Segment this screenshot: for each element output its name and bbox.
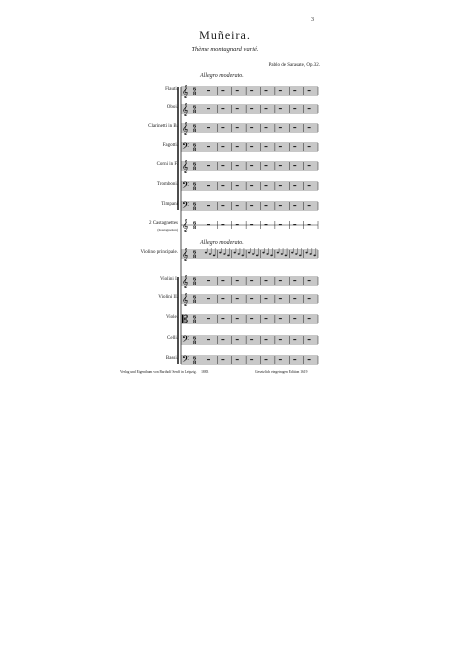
whole-rest [265, 298, 268, 299]
instrument-name: 2 Castagnettes [148, 221, 178, 226]
whole-rest [293, 280, 296, 281]
whole-rest [221, 298, 224, 299]
note-head [252, 253, 254, 255]
clef-icon: 𝄢 [182, 180, 190, 193]
whole-rest [308, 280, 311, 281]
whole-rest [293, 90, 296, 91]
whole-rest [265, 127, 268, 128]
whole-rest [236, 108, 239, 109]
note-head [238, 253, 240, 255]
note-head [234, 252, 236, 254]
publisher-text: Verlag und Eigenthum von Bartholf Senff in Leipzig. [120, 370, 197, 374]
time-signature-top: 6 [193, 315, 197, 321]
whole-rest [207, 90, 210, 91]
whole-rest [279, 318, 282, 319]
note-head [266, 253, 268, 255]
tempo-marking-top: Allegro moderato. [200, 73, 244, 79]
whole-rest [250, 359, 253, 360]
instrument-name: Fagotti. [162, 143, 178, 148]
time-signature-top: 6 [193, 124, 197, 130]
instrument-name: Oboi. [166, 105, 178, 110]
whole-rest [308, 127, 311, 128]
whole-rest [293, 224, 296, 225]
whole-rest [250, 165, 253, 166]
time-signature-bottom: 8 [193, 226, 197, 231]
whole-rest [265, 165, 268, 166]
piece-title: Muñeira. [199, 28, 251, 42]
whole-rest [293, 298, 296, 299]
time-signature-bottom: 8 [193, 110, 197, 115]
time-signature-top: 6 [193, 356, 197, 362]
whole-rest [293, 339, 296, 340]
instrument-name: Viole. [165, 315, 178, 320]
whole-rest [293, 165, 296, 166]
whole-rest [308, 224, 311, 225]
whole-rest [221, 146, 224, 147]
clef-icon: 𝄞 [182, 275, 189, 288]
whole-rest [265, 90, 268, 91]
time-signature-top: 6 [193, 143, 197, 149]
whole-rest [279, 127, 282, 128]
whole-rest [265, 224, 268, 225]
whole-rest [265, 318, 268, 319]
whole-rest [236, 318, 239, 319]
whole-rest [265, 339, 268, 340]
instrument-name: Corni in F. [156, 162, 178, 167]
clef-icon: 𝄞 [182, 122, 189, 135]
whole-rest [265, 280, 268, 281]
clef-icon: 𝄢 [182, 334, 190, 347]
tempo-marking-solo: Allegro moderato. [200, 240, 244, 246]
whole-rest [279, 339, 282, 340]
time-signature-top: 6 [193, 105, 197, 111]
whole-rest [221, 339, 224, 340]
instrument-name: Tromboni. [156, 182, 178, 187]
whole-rest [236, 205, 239, 206]
clef-icon: 𝄞 [182, 293, 189, 306]
time-signature-top: 6 [193, 221, 197, 227]
clef-icon: 𝄞 [182, 219, 189, 232]
note-head [309, 253, 311, 255]
whole-rest [250, 224, 253, 225]
time-signature-top: 6 [193, 295, 197, 301]
whole-rest [221, 90, 224, 91]
time-signature-bottom: 8 [193, 92, 197, 97]
instrument-name: Flauti. [165, 87, 178, 92]
whole-rest [221, 224, 224, 225]
time-signature-bottom: 8 [193, 255, 197, 260]
whole-rest [308, 339, 311, 340]
whole-rest [236, 185, 239, 186]
whole-rest [207, 318, 210, 319]
whole-rest [207, 298, 210, 299]
note-head [262, 252, 264, 254]
whole-rest [293, 108, 296, 109]
page-number: 3 [311, 17, 314, 23]
whole-rest [293, 318, 296, 319]
whole-rest [293, 146, 296, 147]
whole-rest [279, 90, 282, 91]
whole-rest [207, 339, 210, 340]
whole-rest [207, 205, 210, 206]
whole-rest [308, 185, 311, 186]
note-head [248, 252, 250, 254]
whole-rest [250, 108, 253, 109]
whole-rest [308, 165, 311, 166]
time-signature-top: 6 [193, 202, 197, 208]
whole-rest [279, 359, 282, 360]
whole-rest [293, 127, 296, 128]
publication-year: 1883 [201, 370, 209, 374]
whole-rest [221, 108, 224, 109]
clef-icon: 𝄞 [182, 160, 189, 173]
clef-icon: 𝄢 [182, 200, 190, 213]
whole-rest [250, 318, 253, 319]
whole-rest [236, 298, 239, 299]
whole-rest [250, 127, 253, 128]
time-signature-bottom: 8 [193, 148, 197, 153]
whole-rest [207, 224, 210, 225]
whole-rest [221, 280, 224, 281]
clef-icon: 𝄢 [182, 354, 190, 367]
whole-rest [265, 146, 268, 147]
whole-rest [207, 146, 210, 147]
clef-icon: 𝄡 [182, 313, 189, 326]
time-signature-top: 6 [193, 162, 197, 168]
time-signature-bottom: 8 [193, 167, 197, 172]
clef-icon: 𝄞 [182, 103, 189, 116]
whole-rest [221, 127, 224, 128]
whole-rest [250, 280, 253, 281]
whole-rest [236, 127, 239, 128]
whole-rest [308, 90, 311, 91]
whole-rest [250, 146, 253, 147]
note-head [223, 253, 225, 255]
whole-rest [207, 359, 210, 360]
whole-rest [236, 339, 239, 340]
whole-rest [207, 127, 210, 128]
whole-rest [279, 224, 282, 225]
instrument-name: Violini II. [158, 295, 178, 300]
whole-rest [308, 205, 311, 206]
whole-rest [221, 165, 224, 166]
whole-rest [265, 359, 268, 360]
whole-rest [221, 318, 224, 319]
whole-rest [221, 205, 224, 206]
instrument-name: Timpani [161, 202, 178, 207]
time-signature-top: 6 [193, 250, 197, 256]
whole-rest [236, 146, 239, 147]
time-signature-top: 6 [193, 87, 197, 93]
time-signature-bottom: 8 [193, 300, 197, 305]
whole-rest [250, 90, 253, 91]
note-head [219, 252, 221, 254]
note-head [256, 255, 258, 257]
instrument-name: Violini I. [159, 277, 178, 282]
whole-rest [250, 339, 253, 340]
time-signature-top: 6 [193, 277, 197, 283]
note-head [291, 252, 293, 254]
whole-rest [308, 146, 311, 147]
note-head [242, 255, 244, 257]
whole-rest [236, 90, 239, 91]
whole-rest [279, 298, 282, 299]
note-head [295, 253, 297, 255]
publisher-footer [120, 370, 208, 374]
whole-rest [207, 108, 210, 109]
time-signature-top: 6 [193, 182, 197, 188]
whole-rest [265, 108, 268, 109]
whole-rest [236, 224, 239, 225]
whole-rest [279, 146, 282, 147]
note-head [281, 253, 283, 255]
whole-rest [293, 205, 296, 206]
time-signature-top: 6 [193, 336, 197, 342]
whole-rest [279, 205, 282, 206]
note-head [313, 255, 315, 257]
whole-rest [279, 280, 282, 281]
note-head [285, 255, 287, 257]
clef-icon: 𝄞 [182, 85, 189, 98]
instrument-subname: (Kastagnetten) [157, 228, 178, 232]
whole-rest [265, 185, 268, 186]
time-signature-bottom: 8 [193, 282, 197, 287]
time-signature-bottom: 8 [193, 341, 197, 346]
whole-rest [236, 280, 239, 281]
note-head [299, 255, 301, 257]
time-signature-bottom: 8 [193, 129, 197, 134]
whole-rest [279, 165, 282, 166]
whole-rest [207, 280, 210, 281]
composer-credit: Pablo de Sarasate, Op.32. [268, 63, 320, 68]
time-signature-bottom: 8 [193, 207, 197, 212]
note-head [209, 253, 211, 255]
whole-rest [308, 298, 311, 299]
clef-icon: 𝄢 [182, 141, 190, 154]
instrument-name: Celli. [167, 336, 178, 341]
whole-rest [250, 185, 253, 186]
whole-rest [279, 108, 282, 109]
whole-rest [293, 359, 296, 360]
note-head [227, 255, 229, 257]
time-signature-bottom: 8 [193, 187, 197, 192]
whole-rest [308, 318, 311, 319]
whole-rest [221, 185, 224, 186]
whole-rest [250, 205, 253, 206]
time-signature-bottom: 8 [193, 320, 197, 325]
whole-rest [207, 165, 210, 166]
whole-rest [308, 359, 311, 360]
note-head [305, 252, 307, 254]
clef-icon: 𝄞 [182, 248, 189, 261]
whole-rest [293, 185, 296, 186]
whole-rest [236, 165, 239, 166]
whole-rest [207, 185, 210, 186]
instrument-name: Clarinetti in B. [148, 124, 178, 129]
whole-rest [221, 359, 224, 360]
whole-rest [308, 108, 311, 109]
note-head [277, 252, 279, 254]
whole-rest [250, 298, 253, 299]
piece-subtitle: Thème montagnard varié. [191, 46, 259, 53]
note-head [205, 252, 207, 254]
note-head [270, 255, 272, 257]
edition-footer: Gesetzlich eingetragen Edition 1619 [255, 370, 308, 374]
instrument-name: Bassi. [165, 356, 178, 361]
time-signature-bottom: 8 [193, 361, 197, 366]
instrument-name: Violino principale. [140, 250, 178, 255]
whole-rest [265, 205, 268, 206]
whole-rest [236, 359, 239, 360]
whole-rest [279, 185, 282, 186]
note-head [213, 255, 215, 257]
